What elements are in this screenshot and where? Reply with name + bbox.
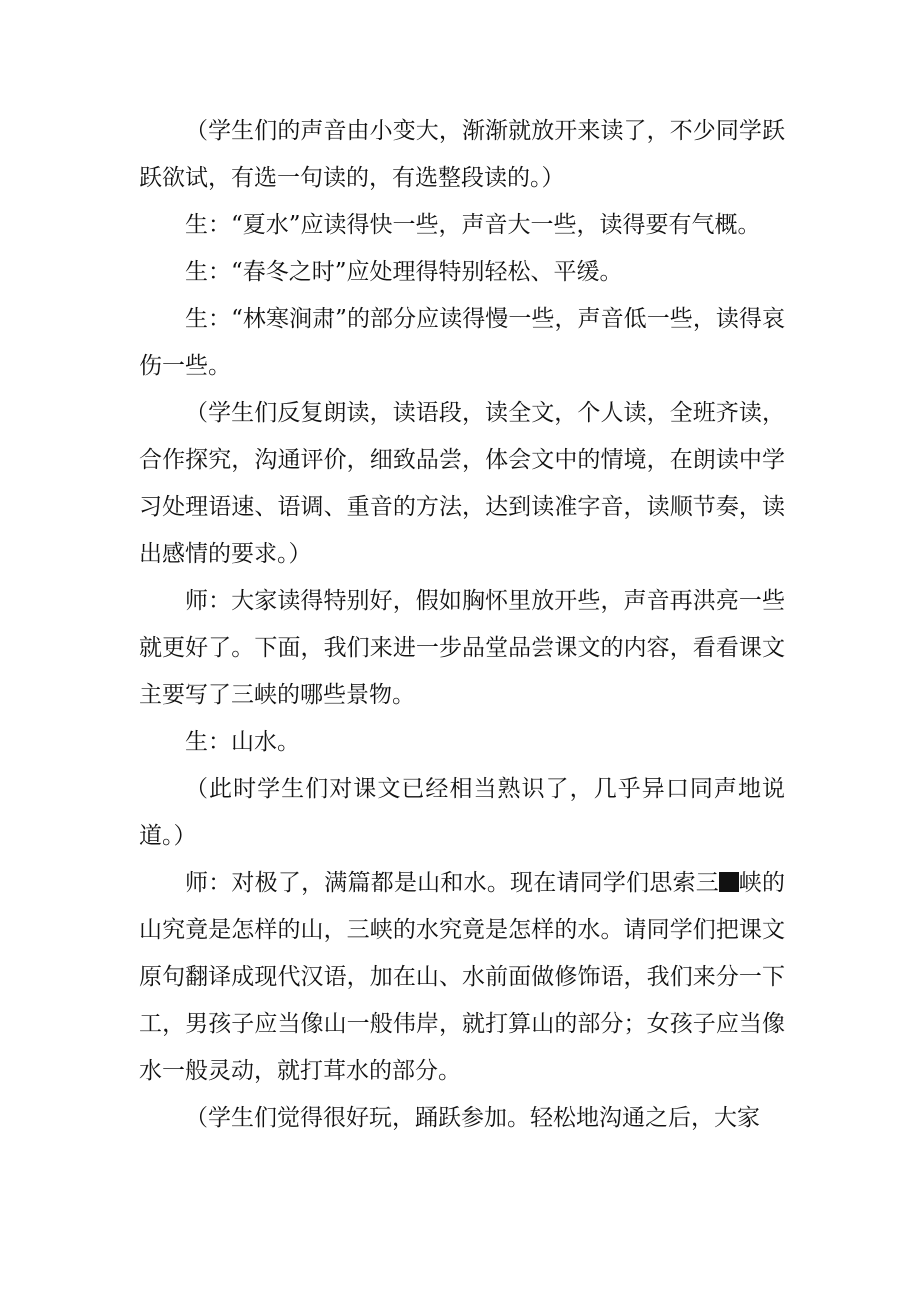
paragraph-teacher-task-start: 师：对极了，满篇都是山和水。现在请同学们思索三 <box>185 870 720 896</box>
paragraph-teacher-task <box>139 860 785 1095</box>
paragraph-spring-winter: 生：“春冬之时”应处理得特别轻松、平缓。 <box>185 259 623 285</box>
paragraph-summer-water: 生：“夏水”应读得快一些，声音大一些，读得要有气概。 <box>185 212 761 238</box>
paragraph-students-reading: （学生们的声音由小变大，渐渐就放开来读了，不少同学跃跃欲试，有选一句读的，有选整段读的。） <box>139 118 785 191</box>
document-page <box>139 108 785 1142</box>
paragraph-students-participate: （学生们觉得很好玩，踊跃参加。轻松地沟通之后，大家 <box>185 1105 760 1131</box>
paragraph-teacher-praise: 师：大家读得特别好，假如胸怀里放开些，声音再洪亮一些就更好了。下面，我们来进一步品堂品尝课文的内容，看看课文主要写了三峡的哪些景物。 <box>139 588 785 708</box>
paragraph-forest-cold: 生：“林寒涧肃”的部分应读得慢一些，声音低一些，读得哀伤一些。 <box>139 306 785 379</box>
paragraph-repeated-reading: （学生们反复朗读，读语段，读全文，个人读，全班齐读，合作探究，沟通评价，细致品尝，体会文中的情境，在朗读中学习处理语速、语调、重音的方法，达到读准字音，读顺节奏，读出感情的要求。） <box>139 400 785 567</box>
paragraph-answer-mountains-water: 生：山水。 <box>185 729 300 755</box>
paragraph-students-familiar: （此时学生们对课文已经相当熟识了，几乎异口同声地说道。） <box>139 776 785 849</box>
paragraph-teacher-task-rest: 峡的山究竟是怎样的山，三峡的水究竟是怎样的水。请同学们把课文原句翻译成现代汉语，加在山、水前面做修饰语，我们来分一下工，男孩子应当像山一般伟岸，就打算山的部分；女孩子应当像水一般灵动，就打茸水的部分。 <box>139 870 786 1084</box>
redaction-block-icon <box>719 872 739 892</box>
